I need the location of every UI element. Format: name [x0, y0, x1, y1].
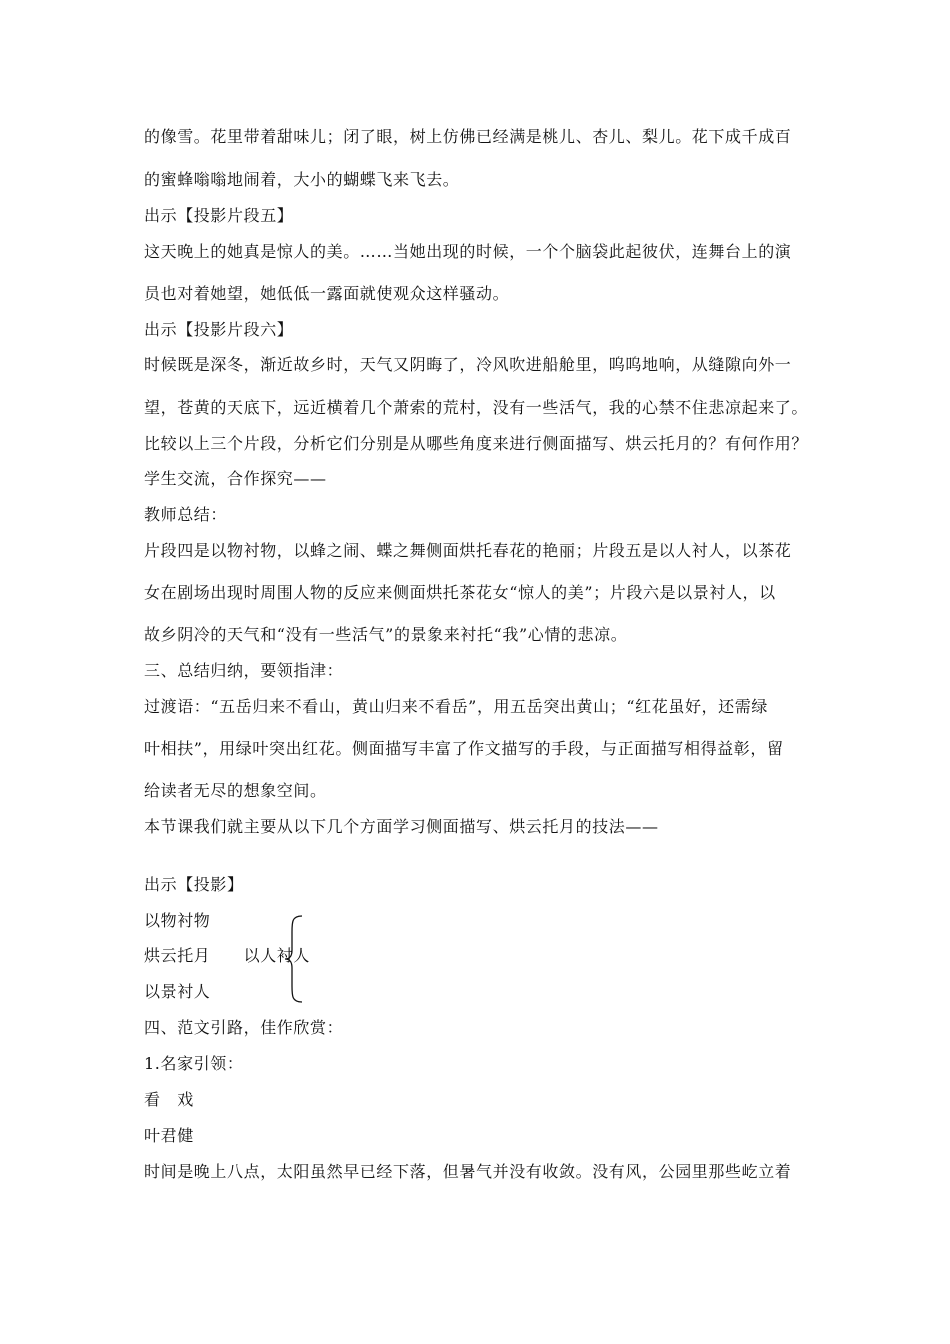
diagram-item: 以景衬人: [144, 982, 211, 1001]
paragraph-line: 故乡阴冷的天气和“没有一些活气”的景象来衬托“我”心情的悲凉。: [144, 625, 628, 644]
section-heading: 四、范文引路，佳作欣赏：: [144, 1018, 344, 1037]
paragraph-line: 的像雪。花里带着甜味儿；闭了眼，树上仿佛已经满是桃儿、杏儿、梨儿。花下成千成百: [144, 127, 792, 146]
section-label: 出示【投影】: [144, 875, 244, 894]
diagram-item: 以物衬物: [144, 911, 211, 930]
article-author: 叶君健: [144, 1126, 194, 1145]
article-title: 看 戏: [144, 1090, 194, 1109]
paragraph-line: 比较以上三个片段，分析它们分别是从哪些角度来进行侧面描写、烘云托月的？有何作用？: [144, 434, 809, 453]
section-heading: 三、总结归纳，要领指津：: [144, 661, 344, 680]
curly-brace-icon: [284, 914, 304, 1004]
paragraph-line: 本节课我们就主要从以下几个方面学习侧面描写、烘云托月的技法——: [144, 817, 659, 836]
diagram-item: 烘云托月 以人衬人: [144, 946, 311, 965]
paragraph-line: 望，苍黄的天底下，远近横着几个萧索的荒村，没有一些活气，我的心禁不住悲凉起来了。: [144, 398, 809, 417]
paragraph-line: 教师总结：: [144, 505, 228, 524]
section-label: 出示【投影片段六】: [144, 320, 294, 339]
paragraph-line: 1.名家引领：: [144, 1054, 244, 1073]
paragraph-line: 女在剧场出现时周围人物的反应来侧面烘托茶花女“惊人的美”；片段六是以景衬人，以: [144, 583, 776, 602]
paragraph-line: 时候既是深冬，渐近故乡时，天气又阴晦了，冷风吹进船舱里，呜呜地响，从缝隙向外一: [144, 355, 792, 374]
paragraph-line: 员也对着她望，她低低一露面就使观众这样骚动。: [144, 284, 510, 303]
paragraph-line: 这天晚上的她真是惊人的美。……当她出现的时候，一个个脑袋此起彼伏，连舞台上的演: [144, 242, 792, 261]
paragraph-line: 过渡语：“五岳归来不看山，黄山归来不看岳”，用五岳突出黄山；“红花虽好，还需绿: [144, 697, 768, 716]
paragraph-line: 给读者无尽的想象空间。: [144, 781, 327, 800]
paragraph-line: 学生交流，合作探究——: [144, 469, 327, 488]
paragraph-line: 片段四是以物衬物，以蜂之闹、蝶之舞侧面烘托春花的艳丽；片段五是以人衬人，以茶花: [144, 541, 792, 560]
paragraph-line: 的蜜蜂嗡嗡地闹着，大小的蝴蝶飞来飞去。: [144, 170, 460, 189]
paragraph-line: 时间是晚上八点，太阳虽然早已经下落，但暑气并没有收敛。没有风，公园里那些屹立着: [144, 1162, 792, 1181]
paragraph-line: 叶相扶”，用绿叶突出红花。侧面描写丰富了作文描写的手段，与正面描写相得益彰，留: [144, 739, 784, 758]
section-label: 出示【投影片段五】: [144, 206, 294, 225]
